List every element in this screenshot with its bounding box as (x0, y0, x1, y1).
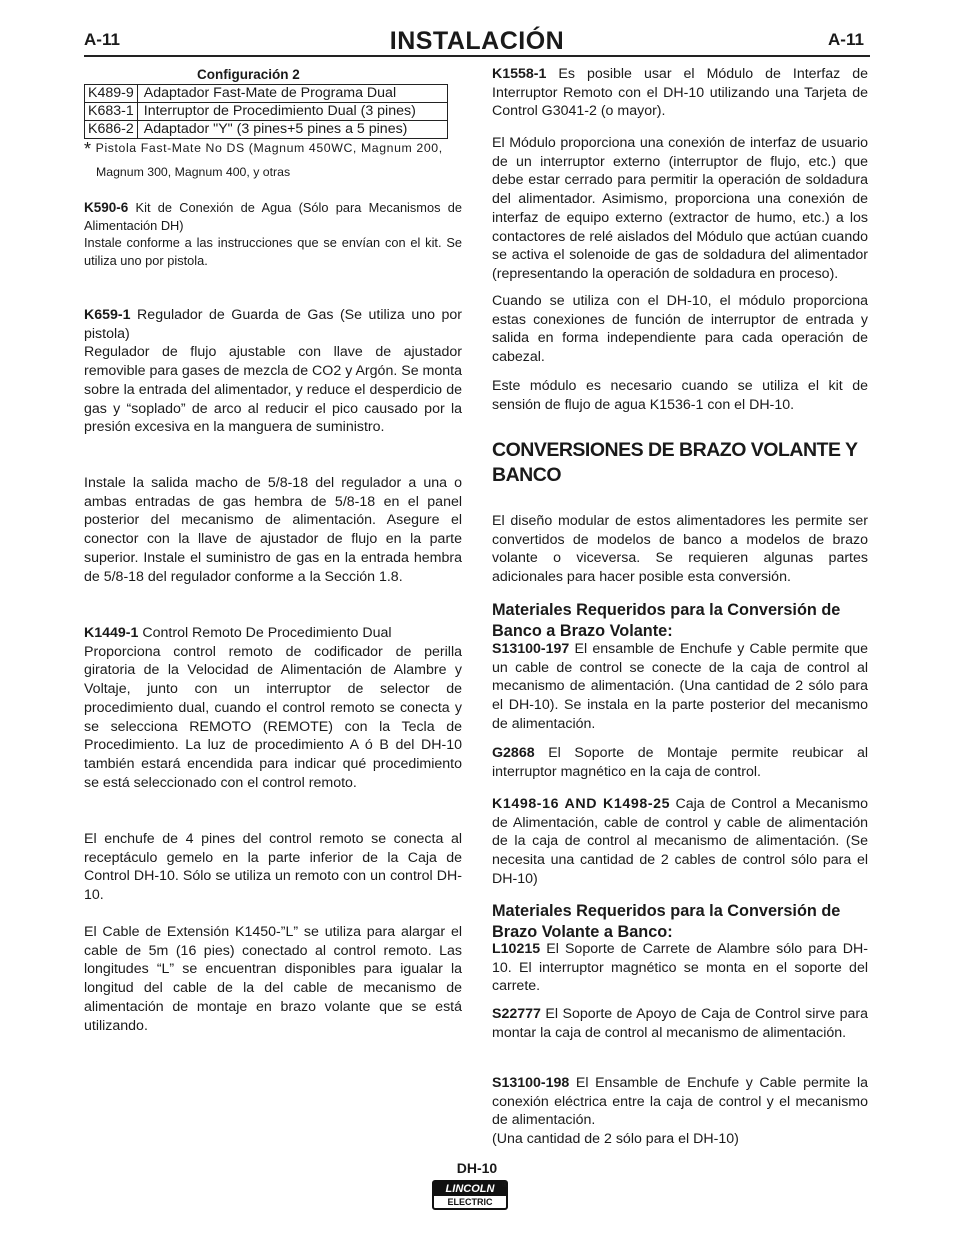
page-title: INSTALACIÓN (389, 27, 565, 55)
s13100-197-code: S13100-197 (492, 641, 570, 657)
page-number-left: A-11 (84, 30, 120, 49)
g2868-text: El Soporte de Montaje permite reubicar al interruptor magnético en la caja de control. (492, 745, 868, 780)
k659-code: K659-1 (84, 307, 131, 323)
subheading-boom-to-bench: Materiales Requeridos para la Conversión de Brazo Volante a Banco: (492, 902, 841, 941)
k590-title: Kit de Conexión de Agua (Sólo para Mecanismos de Alimentación DH) (84, 200, 462, 233)
lincoln-electric-logo (432, 1180, 508, 1210)
k1449-body: Proporciona control remoto de codificador de perilla giratoria de la Velocidad de Alimentación de Alambre y Voltaje, junto con un interruptor de selector de procedimiento dual, cuando el control remoto se conecta y se selecciona REMOTO (REMOTE) con la Tecla de Procedimiento. La luz de procedimiento A ó B del DH-10 también estará encendida para indicar qué procedimiento se está seleccionado con el control remoto. (84, 643, 462, 791)
footnote-mark: * (84, 139, 92, 159)
dh10-paragraph: Cuando se utiliza con el DH-10, el módulo proporciona estas conexiones de función de interruptor de entrada y salida en forma independiente para cada operación de cabezal. (492, 293, 868, 366)
needed-paragraph: Este módulo es necesario cuando se utiliza el kit de sensión de flujo de agua K1536-1 con el DH-10. (492, 378, 868, 413)
s13100-198-code: S13100-198 (492, 1075, 570, 1091)
k1449-code: K1449-1 (84, 625, 139, 641)
page-number-right: A-11 (828, 30, 864, 49)
k659-body: Regulador de flujo ajustable con llave de ajustador removible para gases de mezcla de CO2 y Argón. Se monta sobre la entrada del alimentador, y reduce el desperdicio de gas y “soplado” de arco al reducir el pico causado por la presión excesiva en la manguera de suministro. (84, 344, 462, 436)
footnote (84, 140, 464, 159)
config-title: Configuración 2 (197, 67, 300, 82)
s13100-198-qty: (Una cantidad de 2 sólo para el DH-10) (492, 1131, 739, 1148)
k590-block (84, 199, 462, 269)
table-row (85, 121, 448, 139)
config-code: K683-1 (85, 103, 138, 121)
footnote-line-2: Magnum 300, Magnum 400, y otras (96, 165, 291, 179)
k1498-paragraph (492, 795, 868, 889)
s13100-198-text: El Ensamble de Enchufe y Cable permite la conexión eléctrica entre la caja de control y el mecanismo de alimentación. (492, 1075, 868, 1129)
k659-install: Instale la salida macho de 5/8-18 del regulador a una o ambas entradas de gas hembra de 5/8-18 en el panel posterior del mecanismo de alimentación. Asegure el conector con la llave de ajustador de flujo en la parte superior. Instale el suministro de gas en la entrada hembra de 5/8-18 del regulador conforme a la Sección 1.8. (84, 475, 462, 585)
s22777-paragraph (492, 1005, 868, 1042)
config-table (84, 84, 448, 139)
k1558-code: K1558-1 (492, 66, 547, 82)
section-heading: CONVERSIONES DE BRAZO VOLANTE Y BANCO (492, 439, 858, 486)
g2868-code: G2868 (492, 745, 535, 761)
config-desc: Adaptador Fast-Mate de Programa Dual (137, 85, 447, 103)
k590-body: Instale conforme a las instrucciones que se envían con el kit. Se utiliza uno por pistola. (84, 235, 462, 268)
k590-code: K590-6 (84, 200, 129, 215)
config-desc: Interruptor de Procedimiento Dual (3 pines) (137, 103, 447, 121)
l10215-paragraph (492, 940, 868, 996)
s22777-text: El Soporte de Apoyo de Caja de Control sirve para montar la caja de control al mecanismo de alimentación. (492, 1006, 868, 1041)
logo-bottom-text: ELECTRIC (447, 1197, 493, 1207)
k1498-text: Caja de Control a Mecanismo de Alimentación, cable de control y cable de alimentación de la caja de control al mecanismo de alimentación. (Se necesita una cantidad de 2 cables de control sólo para el DH-10) (492, 796, 868, 887)
extension-paragraph: El Cable de Extensión K1450-”L” se utiliza para alargar el cable de 5m (16 pies) conectado al control remoto. Las longitudes “L” se encuentran disponibles para igualar la longitud del cable de la del cable de mecanismo de alimentación de montaje en brazo volante que se está utilizando. (84, 924, 462, 1034)
module-paragraph: El Módulo proporciona una conexión de interfaz de usuario de un interruptor externo (interruptor de flujo, etc.) que debe estar cerrado para permitir la operación de soldadura del alimentador. Asimismo, proporciona una conexión de interfaz de equipo externo (extractor de humo, etc.) a los contactores de relé aislados del Módulo que actúan cuando se activa el solenoide de gas de soldadura del alimentador (representando la operación de soldadura en proceso). (492, 135, 868, 282)
footnote-line-1: Pistola Fast-Mate No DS (Magnum 450WC, Magnum 200, (95, 141, 443, 155)
s13100-197-text: El ensamble de Enchufe y Cable permite que un cable de control se conecte de la caja de control al mecanismo de alimentación. (Una cantidad de 2 sólo para el DH-10). Se instala en la parte posterior del mecanismo de alimentación. (492, 641, 868, 732)
subheading-bench-to-boom: Materiales Requeridos para la Conversión de Banco a Brazo Volante: (492, 601, 841, 640)
g2868-paragraph (492, 744, 868, 781)
logo-top-text: LINCOLN (434, 1182, 506, 1196)
k659-title: Regulador de Guarda de Gas (Se utiliza uno por pistola) (84, 307, 462, 342)
s13100-198-paragraph (492, 1074, 868, 1149)
section-body: El diseño modular de estos alimentadores les permite ser convertidos de modelos de banco a modelos de brazo volante o viceversa. Se requieren algunas partes adicionales para hacer posible esta conversión. (492, 513, 868, 586)
s13100-197-paragraph (492, 640, 868, 734)
config-desc: Adaptador "Y" (3 pines+5 pines a 5 pines) (137, 121, 447, 139)
k1498-code: K1498-16 AND K1498-25 (492, 796, 671, 812)
k1558-paragraph (492, 65, 868, 121)
k1449-block (84, 624, 462, 792)
l10215-code: L10215 (492, 941, 541, 957)
config-code: K489-9 (85, 85, 138, 103)
header-rule (84, 55, 870, 57)
table-row (85, 85, 448, 103)
table-row (85, 103, 448, 121)
registered-mark: ® (502, 1180, 508, 1189)
l10215-text: El Soporte de Carrete de Alambre sólo para DH-10. El interruptor magnético se monta en el soporte del carrete. (492, 941, 868, 995)
k659-block (84, 306, 462, 437)
k1449-title: Control Remoto De Procedimiento Dual (138, 625, 392, 641)
plug-paragraph: El enchufe de 4 pines del control remoto se conecta al receptáculo gemelo en la parte inferior de la Caja de Control DH-10. Sólo se utiliza un remoto con un control DH-10. (84, 831, 462, 904)
footer-model: DH-10 (456, 1160, 498, 1176)
config-code: K686-2 (85, 121, 138, 139)
k1558-text: Es posible usar el Módulo de Interfaz de Interruptor Remoto con el DH-10 utilizando una Tarjeta de Control G3041-2 (o mayor). (492, 66, 868, 120)
s22777-code: S22777 (492, 1006, 541, 1022)
